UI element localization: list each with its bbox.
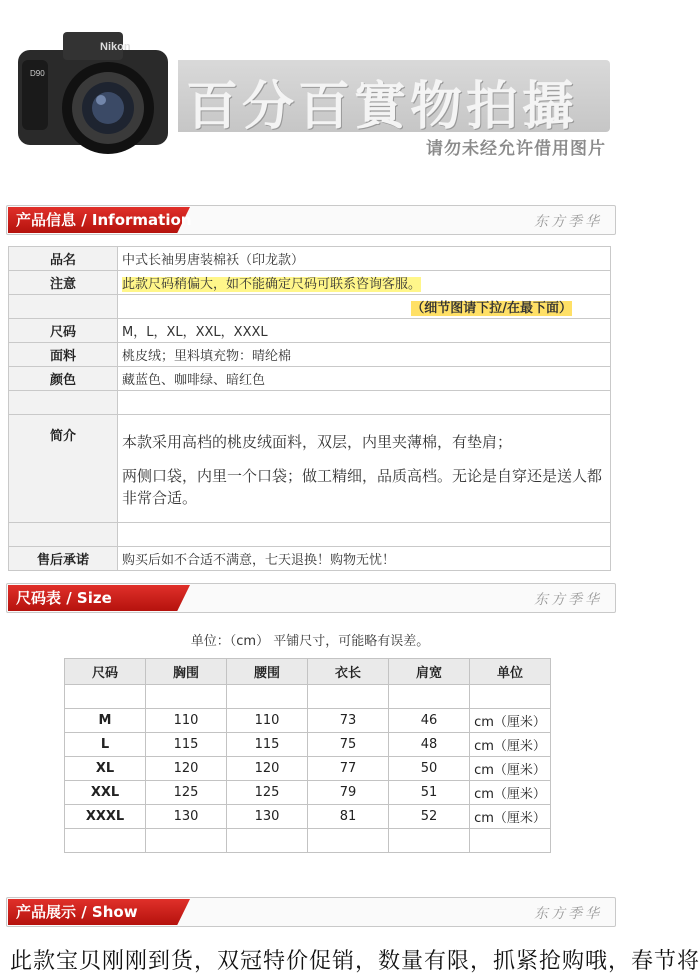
column-header: 腰围 [227, 659, 308, 685]
info-row-aftersale [9, 547, 611, 571]
size-cell: XXXL [65, 805, 146, 829]
table-cell: 130 [146, 805, 227, 829]
table-row [65, 709, 551, 733]
intro-paragraph: 本款采用高档的桃皮绒面料，双层，内里夹薄棉，有垫肩； [122, 433, 513, 451]
info-key: 品名 [9, 247, 118, 271]
table-cell: 46 [389, 709, 470, 733]
info-key: 售后承诺 [9, 547, 118, 571]
table-cell: 81 [308, 805, 389, 829]
size-table [64, 658, 551, 853]
brand-mark: 东方季华 [534, 214, 602, 230]
size-cell: XL [65, 757, 146, 781]
camera-icon [8, 20, 178, 170]
table-cell: 52 [389, 805, 470, 829]
table-row [65, 685, 551, 709]
info-row-size [9, 319, 611, 343]
table-cell: 51 [389, 781, 470, 805]
banner-title: 百分百實物拍攝 [186, 76, 579, 137]
column-header: 单位 [470, 659, 551, 685]
table-cell: 48 [389, 733, 470, 757]
table-cell: 120 [146, 757, 227, 781]
info-row-hint [9, 295, 611, 319]
info-row-color [9, 367, 611, 391]
size-cell: M [65, 709, 146, 733]
table-cell: 125 [146, 781, 227, 805]
table-cell: 75 [308, 733, 389, 757]
table-cell: cm（厘米） [470, 733, 551, 757]
info-row-fabric [9, 343, 611, 367]
product-info-table [8, 246, 611, 571]
info-key: 面料 [9, 343, 118, 367]
section-header-information [6, 205, 614, 235]
banner [0, 0, 620, 190]
size-cell: L [65, 733, 146, 757]
section-title: 产品信息 / Information [16, 211, 192, 229]
table-cell: 115 [227, 733, 308, 757]
section-title: 尺码表 / Size [16, 589, 112, 607]
table-cell: 130 [227, 805, 308, 829]
table-row [65, 781, 551, 805]
info-row-name [9, 247, 611, 271]
table-cell: 120 [227, 757, 308, 781]
camera-brand: Nikon [100, 41, 131, 53]
info-value: 购买后如不合适不满意，七天退换！购物无忧！ [118, 547, 611, 571]
table-cell: 79 [308, 781, 389, 805]
column-header: 尺码 [65, 659, 146, 685]
note-text: 此款尺码稍偏大，如不能确定尺码可联系咨询客服。 [122, 277, 422, 292]
brand-mark: 东方季华 [534, 906, 602, 922]
table-cell: cm（厘米） [470, 709, 551, 733]
table-cell: cm（厘米） [470, 781, 551, 805]
table-cell: cm（厘米） [470, 805, 551, 829]
info-value: 藏蓝色、咖啡绿、暗红色 [118, 367, 611, 391]
column-header: 肩宽 [389, 659, 470, 685]
section-title: 产品展示 / Show [16, 903, 138, 921]
info-key: 颜色 [9, 367, 118, 391]
size-unit-note: 单位：（cm） 平铺尺寸，可能略有误差。 [190, 634, 430, 649]
info-value [118, 271, 611, 295]
info-row-blank [9, 523, 611, 547]
info-value: M，L，XL，XXL，XXXL [118, 319, 611, 343]
info-row-intro [9, 415, 611, 523]
column-header: 衣长 [308, 659, 389, 685]
intro-paragraph: 两侧口袋，内里一个口袋；做工精细，品质高档。无论是自穿还是送人都非常合适。 [122, 467, 603, 507]
banner-subtitle: 请勿未经允许借用图片 [426, 139, 606, 159]
brand-mark: 东方季华 [534, 592, 602, 608]
table-cell: cm（厘米） [470, 757, 551, 781]
size-cell: XXL [65, 781, 146, 805]
table-cell: 110 [227, 709, 308, 733]
promo-text: 此款宝贝刚刚到货，双冠特价促销，数量有限，抓紧抢购哦，春节将 [10, 949, 700, 974]
info-key: 注意 [9, 271, 118, 295]
info-row-blank [9, 391, 611, 415]
table-cell: 115 [146, 733, 227, 757]
info-key: 尺码 [9, 319, 118, 343]
info-key: 简介 [9, 415, 118, 523]
table-row [65, 733, 551, 757]
info-row-note [9, 271, 611, 295]
table-cell: 73 [308, 709, 389, 733]
section-header-size [6, 583, 614, 613]
table-cell: 50 [389, 757, 470, 781]
size-header-row [65, 659, 551, 685]
camera-model: D90 [30, 69, 45, 78]
table-cell: 77 [308, 757, 389, 781]
column-header: 胸围 [146, 659, 227, 685]
table-row [65, 757, 551, 781]
detail-hint: （细节图请下拉/在最下面） [411, 301, 572, 316]
table-row [65, 805, 551, 829]
table-cell: 125 [227, 781, 308, 805]
section-header-show [6, 897, 614, 927]
table-cell: 110 [146, 709, 227, 733]
info-value: 桃皮绒；里料填充物：晴纶棉 [118, 343, 611, 367]
table-row [65, 829, 551, 853]
info-value: 中式长袖男唐装棉袄（印龙款） [118, 247, 611, 271]
